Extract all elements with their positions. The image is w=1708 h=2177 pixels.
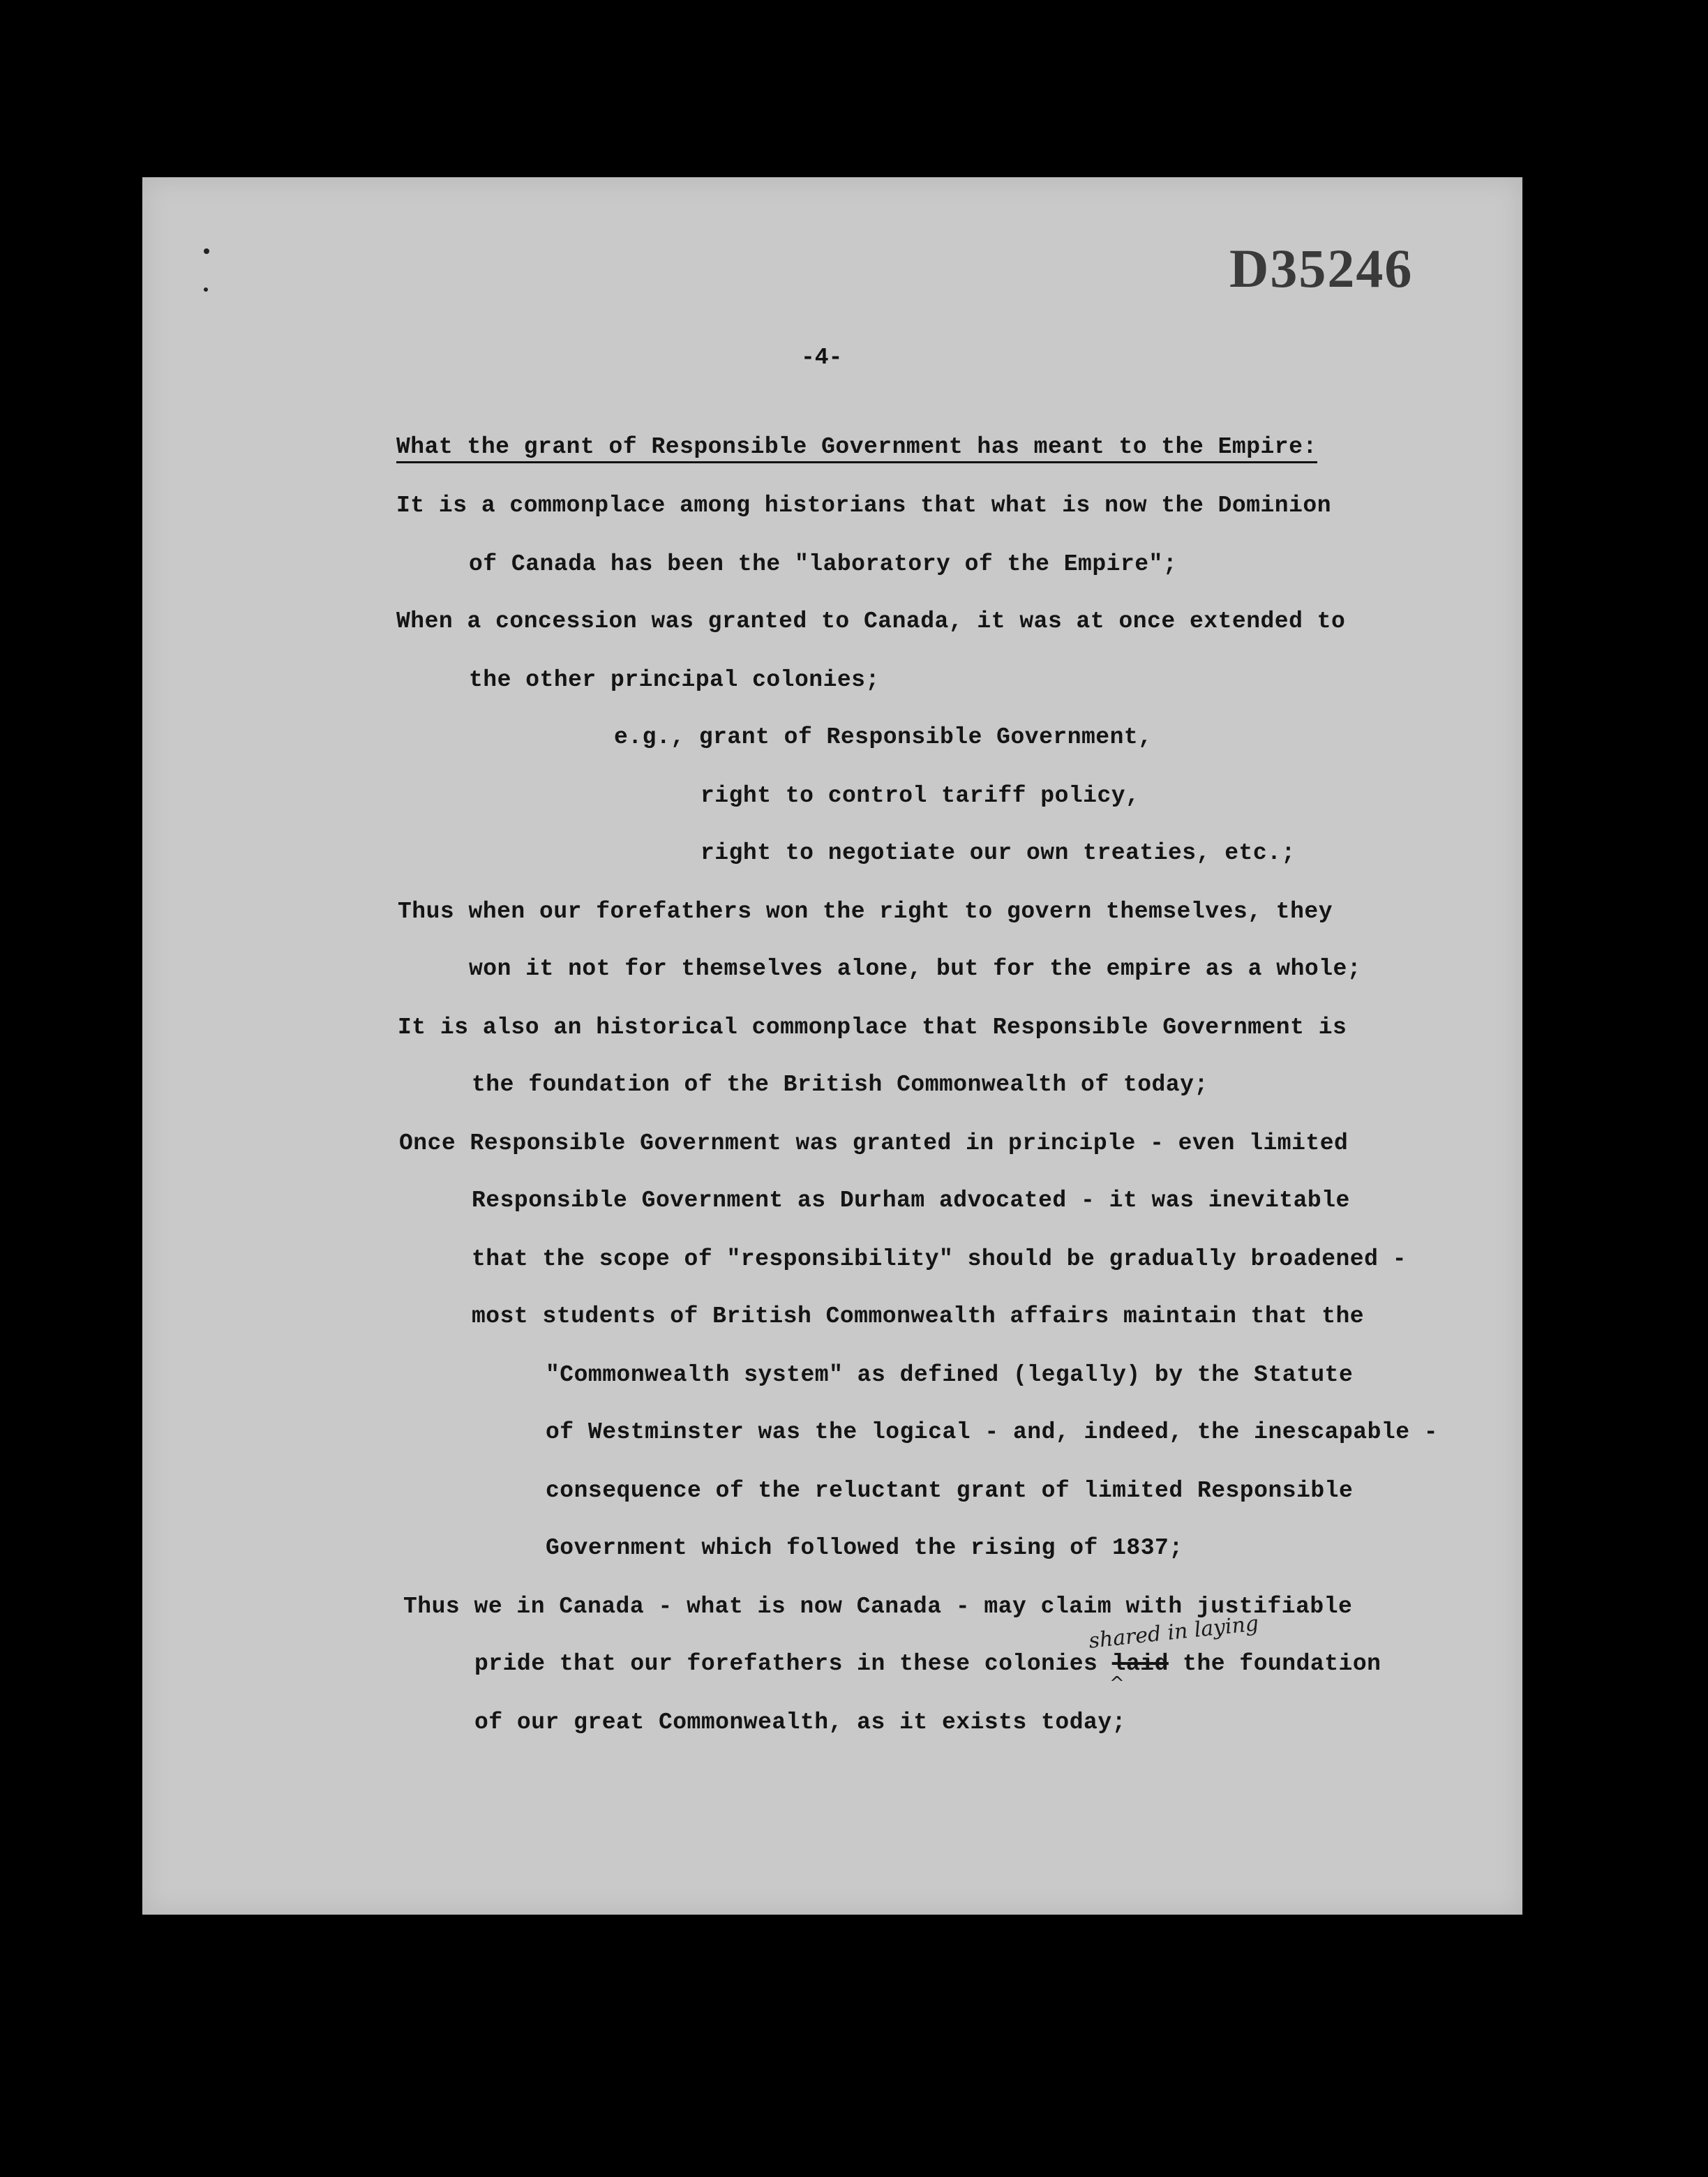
text-line: It is also an historical commonplace that Responsible Government is: [398, 1015, 1347, 1040]
text-line: right to negotiate our own treaties, etc.;: [701, 840, 1296, 866]
text-line: of our great Commonwealth, as it exists today;: [474, 1710, 1126, 1735]
text-line: most students of British Commonwealth affairs maintain that the: [472, 1303, 1365, 1329]
text-line: consequence of the reluctant grant of limited Responsible: [546, 1478, 1354, 1504]
corrected-text-line: [474, 1651, 1381, 1677]
text-line: right to control tariff policy,: [701, 783, 1140, 809]
text-line: Thus we in Canada - what is now Canada - may claim with justifiable: [403, 1594, 1353, 1619]
margin-dot: [204, 248, 209, 254]
text-line: that the scope of "responsibility" should be gradually broadened -: [472, 1246, 1407, 1272]
text-line: the other principal colonies;: [469, 667, 880, 693]
page-number: -4-: [801, 345, 843, 371]
correction-after-text: the foundation: [1168, 1651, 1381, 1677]
text-line: of Westminster was the logical - and, indeed, the inescapable -: [546, 1419, 1439, 1445]
text-line: won it not for themselves alone, but for the empire as a whole;: [469, 956, 1362, 982]
insertion-caret: ^: [1109, 1673, 1125, 1694]
text-line: e.g., grant of Responsible Government,: [614, 724, 1153, 750]
margin-dot: [204, 287, 208, 292]
text-line: It is a commonplace among historians that what is now the Dominion: [396, 493, 1332, 518]
text-line: Once Responsible Government was granted in principle - even limited: [399, 1130, 1349, 1156]
text-line: Thus when our forefathers won the right to govern themselves, they: [398, 899, 1333, 925]
handwritten-insertion: shared in laying: [1087, 1611, 1260, 1654]
document-reference-number: D35246: [1229, 238, 1414, 299]
correction-before-text: pride that our forefathers in these colonies: [474, 1651, 1112, 1677]
text-line: Responsible Government as Durham advocated - it was inevitable: [472, 1188, 1350, 1213]
text-line: Government which followed the rising of 1837;: [546, 1535, 1183, 1561]
text-line: of Canada has been the "laboratory of the Empire";: [469, 551, 1178, 577]
text-line: "Commonwealth system" as defined (legally) by the Statute: [546, 1362, 1354, 1388]
section-heading: What the grant of Responsible Government has meant to the Empire:: [396, 434, 1317, 463]
struck-word: laid: [1111, 1651, 1169, 1677]
text-line: the foundation of the British Commonwealth of today;: [472, 1072, 1208, 1098]
text-line: When a concession was granted to Canada, it was at once extended to: [396, 608, 1346, 634]
